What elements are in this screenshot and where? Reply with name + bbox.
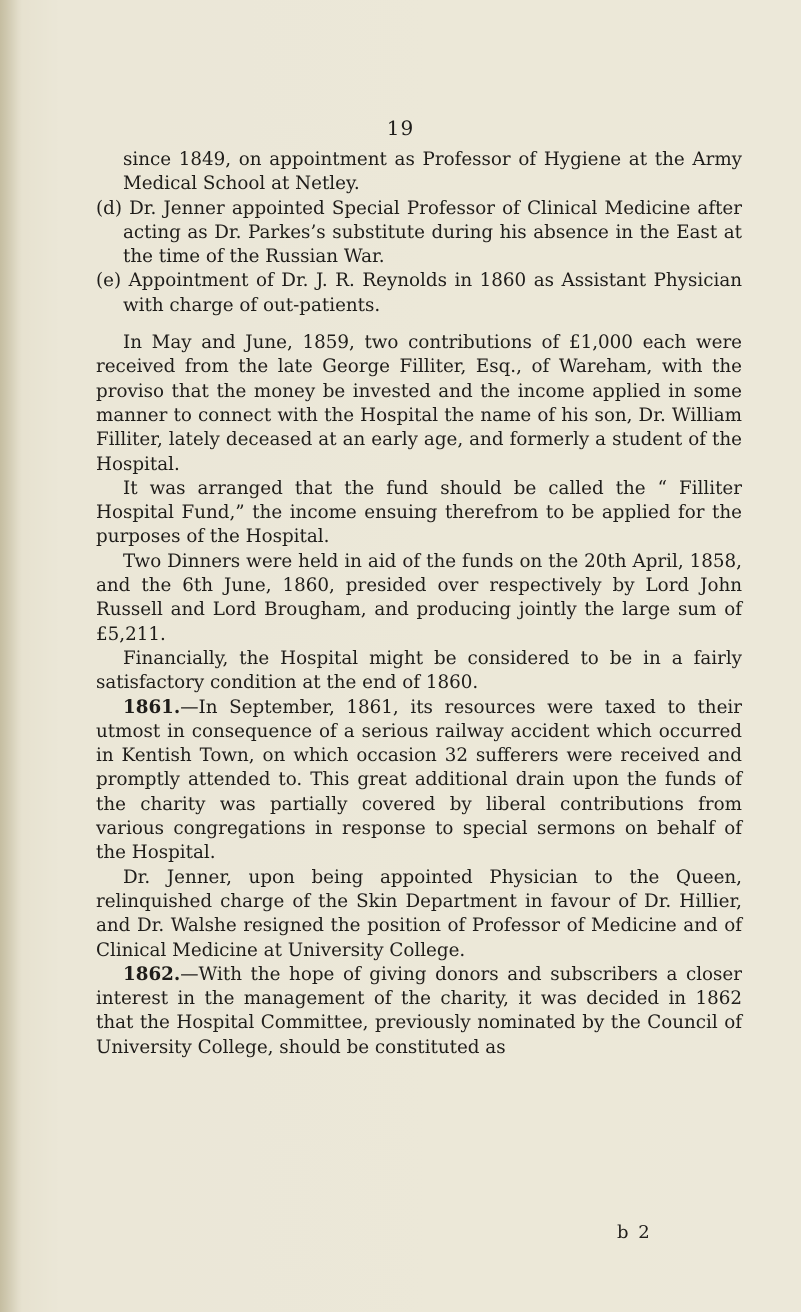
body-text — [96, 148, 742, 1060]
paragraph — [96, 696, 742, 866]
list-item: (e) Appointment of Dr. J. R. Reynolds in 1860 as Assistant Physician with charge of out-patients. — [96, 270, 742, 316]
list-item: (d) Dr. Jenner appointed Special Professor of Clinical Medicine after acting as Dr. Parkes’s substitute during his absence in the East at the time of the Russian War. — [96, 197, 742, 268]
paragraph: In May and June, 1859, two contributions of £1,000 each were received from the late George Filliter, Esq., of Wareham, with the proviso that the money be invested and the income applied in some manner to connect with the Hospital the name of his son, Dr. William Filliter, lately deceased at an early age, and formerly a student of the Hospital. — [96, 332, 742, 475]
paragraph: Dr. Jenner, upon being appointed Physician to the Queen, relinquished charge of the Skin Department in favour of Dr. Hillier, and Dr. Walshe resigned the position of Professor of Medicine and of Clinical Medicine at University College. — [96, 866, 742, 961]
paragraph: Financially, the Hospital might be considered to be in a fairly satisfactory condition at the end of 1860. — [96, 647, 742, 694]
year-heading: 1861. — [123, 696, 181, 718]
signature-mark: b 2 — [617, 1222, 652, 1243]
paragraph: It was arranged that the fund should be called the “ Filliter Hospital Fund,” the income ensuing therefrom to be applied for the purposes of the Hospital. — [96, 477, 742, 548]
paragraph: Two Dinners were held in aid of the funds on the 20th April, 1858, and the 6th June, 1860, presided over respectively by Lord John Russell and Lord Brougham, and producing jointly the large sum of £5,211. — [96, 550, 742, 645]
page-number: 19 — [386, 116, 415, 140]
paragraph — [96, 963, 742, 1060]
binding-shadow — [0, 0, 22, 1312]
paragraph-text: —In September, 1861, its resources were taxed to their utmost in consequence of a serious railway accident which occurred in Kentish Town, on which occasion 32 sufferers were received and promptly attended to. This great additional drain upon the funds of the charity was partially covered by liberal contributions from various congregations in response to special sermons on behalf of the Hospital. — [96, 696, 742, 864]
paragraph-gap — [96, 318, 742, 331]
year-heading: 1862. — [123, 963, 181, 985]
paragraph-text: —With the hope of giving donors and subscribers a closer interest in the management of the charity, it was decided in 1862 that the Hospital Committee, previously nominated by the Council of University College, should be constituted as — [96, 963, 742, 1058]
paragraph: since 1849, on appointment as Professor of Hygiene at the Army Medical School at Netley. — [123, 149, 742, 195]
